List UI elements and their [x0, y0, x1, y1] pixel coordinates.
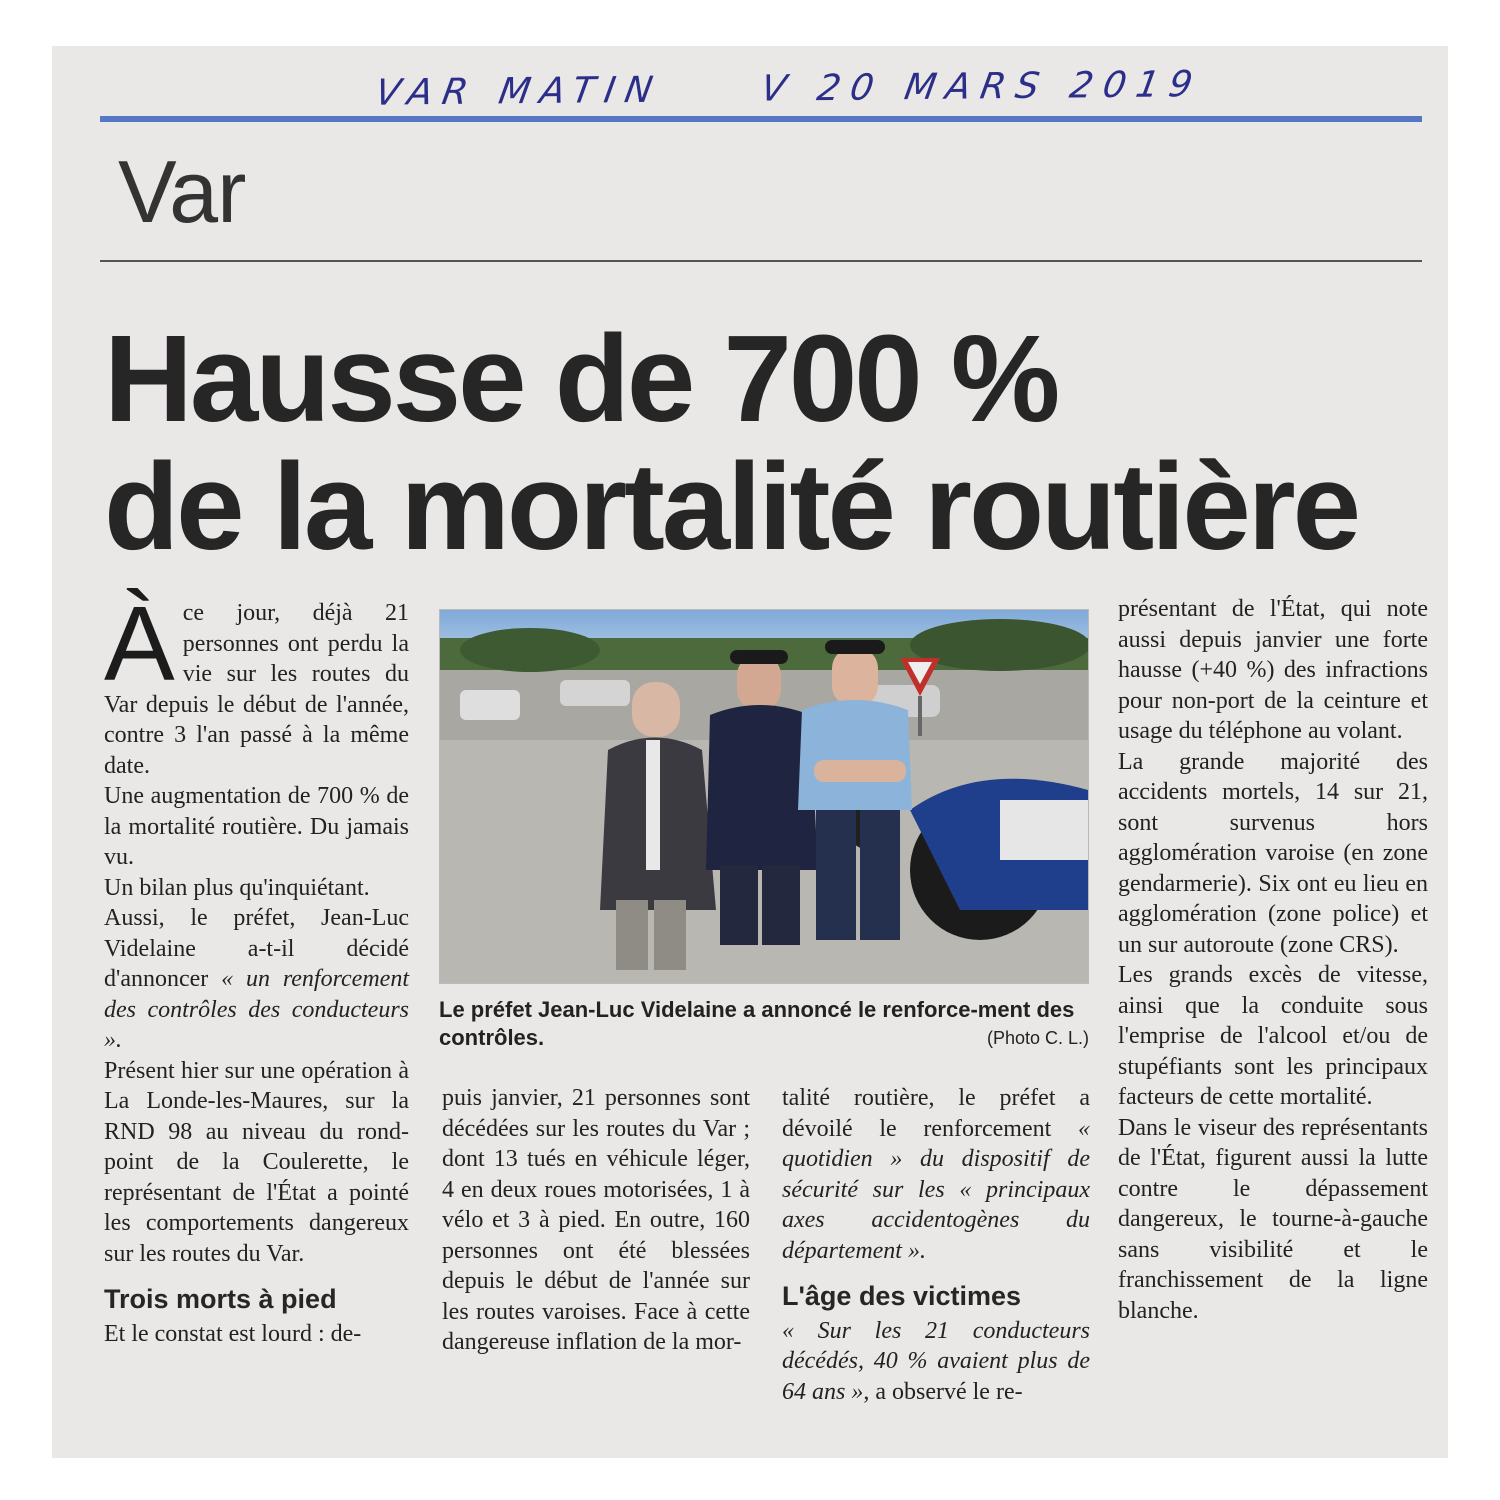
handwritten-publication: VAR MATIN [372, 69, 666, 114]
section-top-rule [100, 116, 1422, 122]
paragraph: talité routière, le préfet a dévoilé le renforcement « quotidien » du dispositif de sécurité sur les « principaux axes accidentogènes du département ». [782, 1085, 1090, 1264]
drop-cap: À [104, 585, 175, 703]
paragraph: Dans le viseur des représentants de l'État, figurent aussi la lutte contre le dépassement dangereux, le tourne-à-gauche sans visibilité et le franchissement de la ligne blanche. [1118, 1114, 1428, 1324]
headline [104, 311, 1424, 576]
paragraph: Aussi, le préfet, Jean-Luc Videlaine a-t-il décidé d'annoncer « un renforcement des contrôles des conducteurs ». [104, 905, 409, 1053]
handwritten-date: V 20 MARS 2019 [757, 64, 1206, 110]
subheading: L'âge des victimes [782, 1281, 1022, 1311]
paragraph: « Sur les 21 conducteurs décédés, 40 % avaient plus de 64 ans », a observé le re- [782, 1317, 1090, 1405]
quote: « quotidien » du dispositif de sécurité sur les « principaux axes accidentogènes du département ». [782, 1115, 1090, 1264]
quote: « un renforcement des contrôles des conducteurs ». [104, 966, 409, 1053]
article-column-2 [442, 1083, 750, 1358]
paragraph: Et le constat est lourd : de- [104, 1320, 362, 1347]
paragraph: Les grands excès de vitesse, ainsi que la conduite sous l'emprise de l'alcool et/ou de stupéfiants sont les principaux facteurs de cette mortalité. [1118, 962, 1428, 1110]
subheading: Trois morts à pied [104, 1284, 337, 1314]
paragraph: La grande majorité des accidents mortels, 14 sur 21, sont survenus hors agglomération varoise (en zone gendarmerie). Six ont eu lieu en agglomération (zone police) et un sur autoroute (zone CRS). [1118, 748, 1428, 958]
handwritten-annotation [371, 49, 1283, 120]
newspaper-clipping [52, 46, 1448, 1458]
paragraph: puis janvier, 21 personnes sont décédées sur les routes du Var ; dont 13 tués en véhicule léger, 4 en deux roues motorisées, 1 à vélo et 3 à pied. En outre, 160 personnes ont été blessées depuis le début de l'année sur les routes varoises. Face à cette dangereuse inflation de la mor- [442, 1085, 750, 1355]
paragraph: présentant de l'État, qui note aussi depuis janvier une forte hausse (+40 %) des infractions pour non-port de la ceinture et usage du téléphone au volant. [1118, 596, 1428, 744]
photo-caption: Le préfet Jean-Luc Videlaine a annoncé le renforce-ment des contrôles. (Photo C. L.) [439, 997, 1089, 1050]
photo-credit: (Photo C. L.) [986, 1028, 1089, 1048]
article-column-1 [104, 585, 409, 1349]
headline-line-1: Hausse de 700 % [104, 311, 1058, 448]
headline-line-2: de la mortalité routière [104, 439, 1359, 576]
article-column-4 [1118, 594, 1428, 1326]
article-photo [439, 609, 1089, 984]
paragraph: Un bilan plus qu'inquiétant. [104, 874, 370, 901]
section-bottom-rule [100, 260, 1422, 262]
paragraph: Présent hier sur une opération à La Londe-les-Maures, sur la RND 98 au niveau du rond-point de la Coulerette, le représentant de l'État a pointé les comportements dangereux sur les routes du Var. [104, 1057, 409, 1267]
quote: « Sur les 21 conducteurs décédés, 40 % avaient plus de 64 ans » [782, 1317, 1090, 1405]
lead-paragraph: À ce jour, déjà 21 personnes ont perdu la vie sur les routes du Var depuis le début de l'année, contre 3 l'an passé à la même date. [104, 585, 409, 779]
section-title: Var [118, 142, 246, 241]
article-column-3 [782, 1083, 1090, 1407]
paragraph: Une augmentation de 700 % de la mortalité routière. Du jamais vu. [104, 783, 409, 870]
